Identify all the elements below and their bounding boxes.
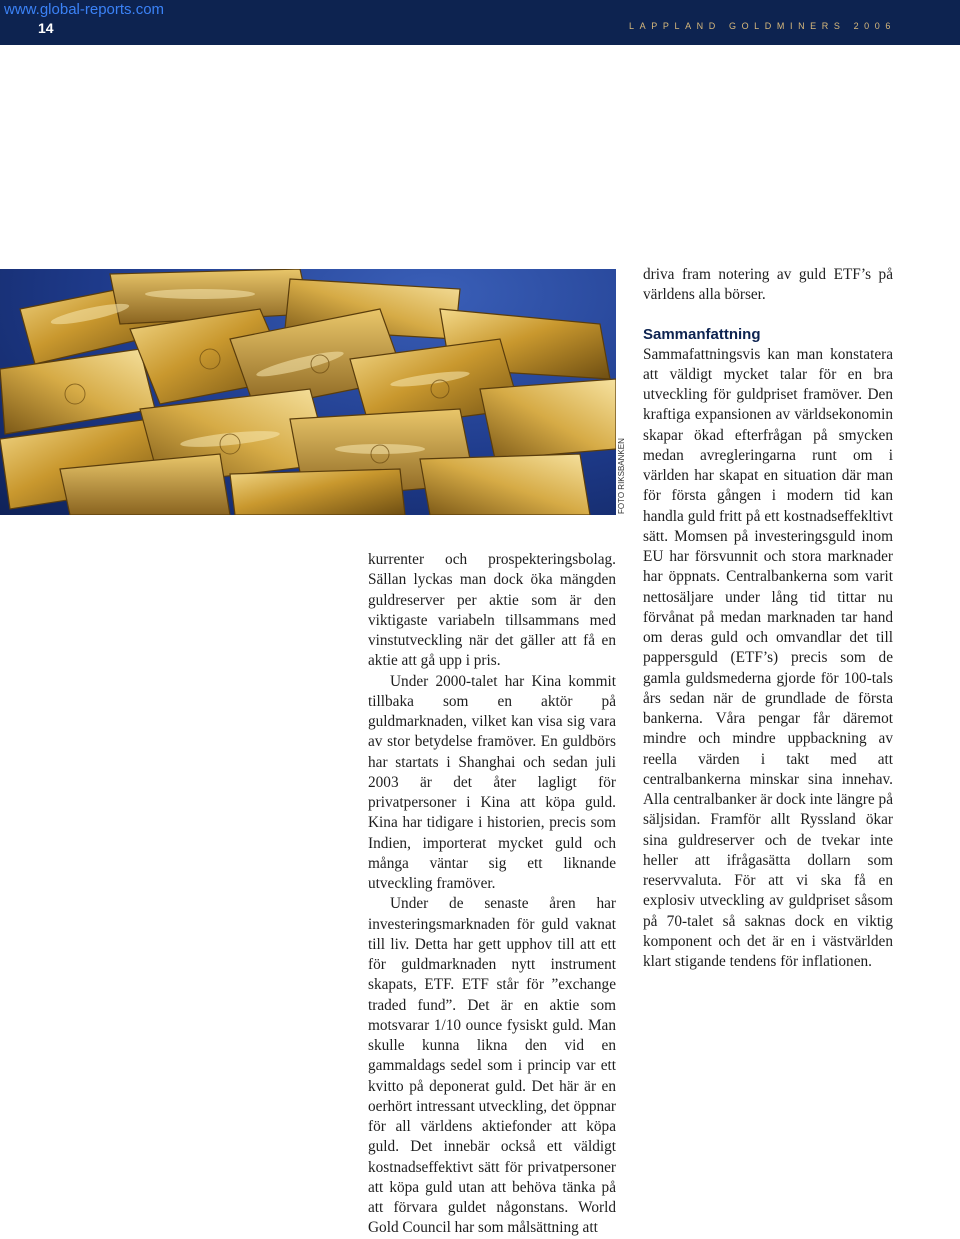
section-heading: Sammanfattning (643, 325, 761, 343)
right-paragraph-1: Sammafattningsvis kan man konstatera att väldigt mycket talar för en bra utveckling för guldpriset framöver. Den kraftiga expansionen av världsekonomin skapar ökad efterfrågan på smycken medan avregleringarna runt om i världen har skapat en situation där man för första gången i modern tid kan handla guld fritt på ett kostnadseffekltivt sätt. Momsen på investeringsguld inom EU har försvunnit och stora marknader har öppnats. Centralbankerna som varit nettosäljare under lång tid tittar nu förvånat på medan marknaden tar hand om deras guld och omvandlar det till pappersguld (ETF’s) precis som de gamla guldsmederna gjorde för 100-tals års sedan när de grundlade de första bankerna. Våra pengar får däremot mindre och mindre uppbackning av reella värden i takt med att centralbankerna minskar sina innehav. Alla centralbanker är dock inte längre på säljsidan. Framför allt Ryssland ökar sina guldreserver och de tvekar inte heller att ifrågasätta dollarn som reservvaluta. För att vi ska få en explosiv utveckling av guldpriset såsom på 70-talet så saknas dock en viktig komponent och det är en i västvärlden klart stigande tendens för inflationen. (643, 345, 893, 970)
left-paragraph-3: Under de senaste åren har investeringsmarknaden för guld vaknat till liv. Detta har gett upphov till att ett för guldmarknaden nytt instrument skapats, ETF. ETF står för ”exchange traded fund”. Det är en aktie som motsvarar 1/10 ounce fysiskt guld. Man skulle kunna likna den vid en gammaldags sedel som i princip var ett kvitto på deponerat guld. Det här är en oerhört intressant utveckling, det öppnar för all världens aktiefonder att köpa guld. Det innebär också ett väldigt kostnadseffektivt sätt för privatpersoner att köpa guld utan att behöva tänka på att förvara guldet någonstans. World Gold Council har som målsättning att (368, 895, 616, 1237)
running-title: LAPPLAND GOLDMINERS 2006 (629, 21, 896, 31)
left-column (368, 550, 616, 1239)
page-number: 14 (38, 20, 54, 36)
gold-bars-icon (0, 269, 616, 515)
left-paragraph-2: Under 2000-talet har Kina kommit tillbaka som en aktör på guldmarknaden, vilket kan visa sig vara av stor betydelse framöver. En guldbörs har startats i Shanghai och sedan juli 2003 är det åter lagligt för privatpersoner i Kina att köpa guld. Kina har tidigare i historien, precis som Indien, importerat mycket guld och många väntar sig ett liknande utveckling framöver. (368, 672, 616, 892)
left-paragraph-1: kurrenter och prospekteringsbolag. Sällan lyckas man dock öka mängden guldreserver per aktie som är den viktigaste variabeln tillsammans med vinstutveckling när det gäller att få en aktie att gå upp i pris. (368, 551, 616, 670)
right-paragraph-0: driva fram notering av guld ETF’s på världens alla börser. (643, 266, 893, 304)
watermark-link[interactable]: www.global-reports.com (4, 1, 165, 18)
page-header (0, 0, 960, 45)
right-column (643, 265, 893, 972)
gold-bars-photo (0, 269, 616, 515)
photo-credit: FOTO RIKSBANKEN (617, 438, 626, 514)
